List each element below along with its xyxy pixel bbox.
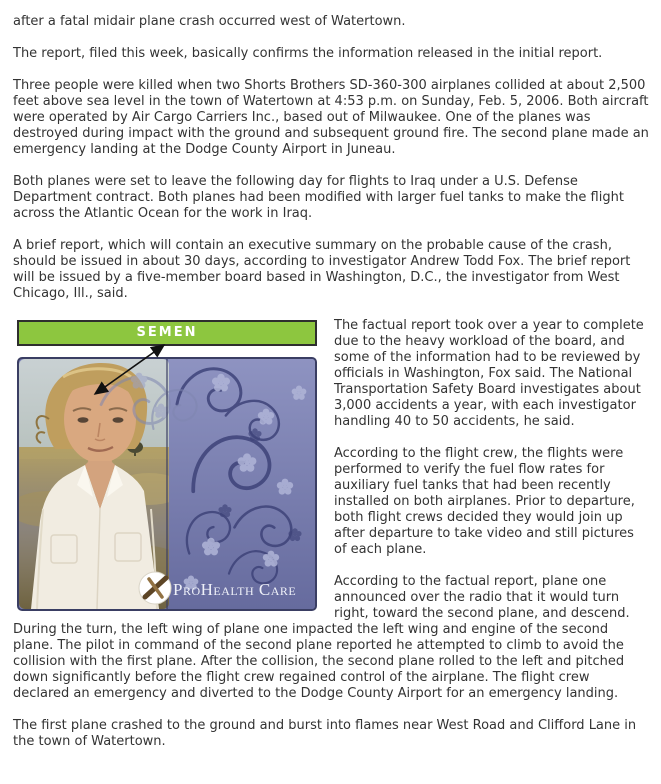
annotation-label: SEMEN — [17, 320, 317, 346]
article-paragraph: Three people were killed when two Shorts Brothers SD-360-300 airplanes collided at about 2,500 feet above sea level in the town of Watertown at 4:53 p.m. on Sunday, Feb. 5, 2006. Both aircraft were operated by Air Cargo Carriers Inc., based out of Milwaukee. One of the planes was destroyed during impact with the ground and subsequent ground fire. The second plane made an emergency landing at the Dodge County Airport in Juneau. — [13, 78, 649, 157]
article-paragraph: after a fatal midair plane crash occurred west of Watertown. — [13, 14, 406, 29]
article-paragraph: According to the flight crew, the flights were performed to verify the fuel flow rates for auxiliary fuel tanks that had been recently installed on both airplanes. Prior to departure, both flight crews decided they would join up after departure to take video and still pictures of each plane. — [334, 446, 635, 557]
ad-artwork — [19, 359, 315, 609]
article-paragraph: According to the factual report, plane one announced over the radio that it would turn right, toward the second plane, and descend. During the turn, the left wing of plane one impacted the left wing and engine of the second plane. The pilot in command of the second plane reported he attempted to climb to avoid the collision with the first plane. After the collision, the second plane rolled to the left and pitched down significantly before the flight crew regained control of the airplane. The flight crew declared an emergency and diverted to the Dodge County Airport for an emergency landing. — [13, 574, 630, 701]
article-paragraph: Both planes were set to leave the following day for flights to Iraq under a U.S. Defense Department contract. Both planes had been modified with larger fuel tanks to make the flight across the Atlantic Ocean for the work in Iraq. — [13, 174, 624, 221]
article-paragraph: The first plane crashed to the ground and burst into flames near West Road and Clifford Lane in the town of Watertown. — [13, 718, 637, 749]
prohealth-brand-text: ProHealth Care — [173, 580, 297, 599]
ad-image[interactable] — [17, 357, 317, 611]
prohealth-logo-icon — [139, 572, 171, 604]
article-paragraph: The factual report took over a year to complete due to the heavy workload of the board, and some of the information had to be reviewed by officials in Washington, Fox said. The National Transportation Safety Board investigates about 3,000 accidents a year, with each investigator handling 40 to 50 accidents, he said. — [334, 318, 644, 429]
eye — [78, 417, 89, 423]
article-paragraph: A brief report, which will contain an executive summary on the probable cause of the crash, should be issued in about 30 days, according to investigator Andrew Todd Fox. The brief report will be issued by a five-member board based in Washington, D.C., the investigator from West Chicago, Ill., said. — [13, 238, 631, 301]
ad-annotation-block — [17, 320, 317, 611]
article-paragraph: The report, filed this week, basically confirms the information released in the initial report. — [13, 46, 603, 61]
panel-divider — [166, 359, 168, 609]
eye — [113, 417, 124, 423]
